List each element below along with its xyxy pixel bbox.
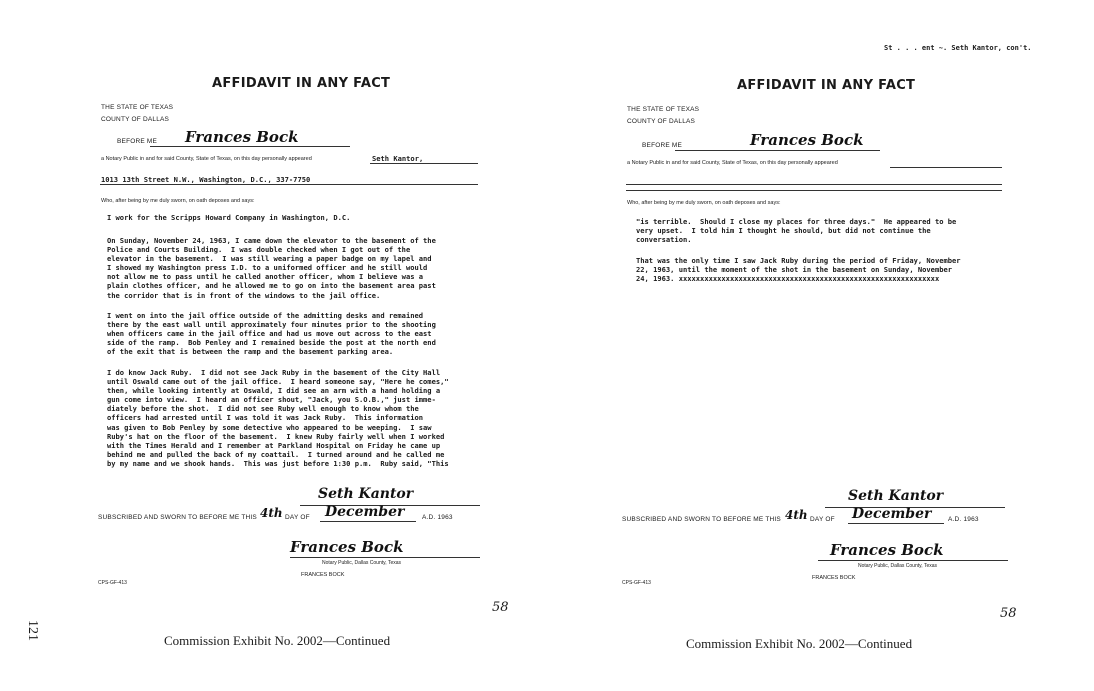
right-before-me: BEFORE ME: [642, 142, 683, 149]
left-appeared-name: Seth Kantor,: [372, 154, 424, 163]
page-number: 121: [25, 620, 40, 641]
left-sworn-line: Who, after being by me duly sworn, on oath deposes and says:: [101, 198, 255, 204]
right-form-code: CPS-GF-413: [622, 580, 651, 586]
left-handwritten-page: 58: [492, 600, 509, 615]
right-handwritten-page: 58: [1000, 606, 1017, 621]
left-state: THE STATE OF TEXAS: [101, 104, 174, 111]
right-appeared-line: [890, 167, 1002, 168]
right-day-value: 4th: [785, 508, 808, 522]
left-appeared-line: [370, 163, 478, 164]
right-subscribed: SUBSCRIBED AND SWORN TO BEFORE ME THIS: [622, 516, 781, 523]
right-month-line: [848, 523, 944, 524]
right-affiant-signature: Seth Kantor: [848, 488, 944, 504]
right-title: AFFIDAVIT IN ANY FACT: [737, 78, 916, 93]
left-para-4: I do know Jack Ruby. I did not see Jack Ruby in the basement of the City Hall until Oswald came out of the jail office. I heard someone say, "Here he comes," then, while looking intently at Oswald, I did see an arm with a hand holding a gun come into view. I heard an officer shout, "Jack, you S.O.B.," just imme- diately before the shot. I did not see Ruby well enough to know whom the officers had arrested until I was told it was Jack Ruby. This information was given to Bob Penley by some detective who appeared to be weeping. I saw Ruby's hat on the floor of the basement. I knew Ruby fairly well when I worked with the Times Herald and I remember at Parkland Hospital on Friday he came up behind me and pulled the back of my coattail. I turned around and he called me by my name and we shook hands. This was just before 1:30 p.m. Ruby said, "This: [107, 368, 449, 468]
right-para-2: That was the only time I saw Jack Ruby during the period of Friday, November 22, 1963, until the moment of the shot in the basement on Sunday, November 24, 1963. xxxxxxxxxxxxxxxxxxxxxxxxxxxxxxxxxxxxxxxxxxxxxxxxxxxxxxxxxxxxx: [636, 256, 961, 284]
left-before-me: BEFORE ME: [117, 138, 158, 145]
right-state: THE STATE OF TEXAS: [627, 106, 700, 113]
right-notary-signature-2: Frances Bock: [830, 541, 944, 559]
left-address: 1013 13th Street N.W., Washington, D.C., 337-7750: [101, 175, 311, 184]
left-month-line: [320, 521, 416, 522]
right-notary-caption: Notary Public, Dallas County, Texas: [858, 563, 938, 569]
right-notary-sig-line: [818, 560, 1008, 561]
left-para-2: On Sunday, November 24, 1963, I came down the elevator to the basement of the Police and Courts Building. I was double checked when I got out of the elevator in the basement. I was still wearing a paper badge on my lapel and I showed my Washington press I.D. to a uniformed officer and he still would not allow me to pass until he called another officer, whom I believe was a plain clothes officer, and he allowed me to go on into the basement area past the corridor that is in front of the windows to the jail office.: [107, 236, 436, 300]
left-day-of: DAY OF: [285, 514, 310, 521]
right-county: COUNTY OF DALLAS: [627, 118, 696, 125]
left-para-3: I went on into the jail office outside of the admitting desks and remained there by the east wall until approximately four minutes prior to the shooting when officers came in the jail office and had us move out across to the east side of the ramp. Bob Penley and I remained beside the post at the north end of the exit that is between the ramp and the basement parking area.: [107, 311, 436, 357]
left-title: AFFIDAVIT IN ANY FACT: [212, 76, 391, 91]
left-form-code: CPS-GF-413: [98, 580, 127, 586]
left-notary-signature-2: Frances Bock: [290, 538, 404, 556]
left-notary-line: a Notary Public in and for said County, State of Texas, on this day personally appeared: [101, 156, 312, 162]
left-exhibit-caption: Commission Exhibit No. 2002—Continued: [164, 633, 391, 648]
left-before-me-line: [150, 146, 350, 147]
left-day-value: 4th: [260, 506, 283, 520]
right-notary-printed: FRANCES BOCK: [812, 575, 856, 581]
left-address-line: [100, 184, 478, 185]
left-month-value: December: [325, 504, 405, 520]
left-notary-printed: FRANCES BOCK: [301, 572, 345, 578]
right-day-of: DAY OF: [810, 516, 835, 523]
left-ad-year: A.D. 1963: [422, 514, 453, 521]
continuation-header: St . . . ent ~. Seth Kantor, con't.: [884, 44, 1032, 52]
right-ad-year: A.D. 1963: [948, 516, 979, 523]
left-notary-signature: Frances Bock: [185, 128, 299, 146]
right-blank-line-2: [626, 190, 1002, 191]
right-notary-line: a Notary Public in and for said County, State of Texas, on this day personally appeared: [627, 160, 838, 166]
right-notary-signature: Frances Bock: [750, 131, 864, 149]
right-month-value: December: [852, 506, 932, 522]
right-before-me-line: [675, 150, 880, 151]
right-blank-line-1: [626, 184, 1002, 185]
right-para-1: "is terrible. Should I close my places for three days." He appeared to be very upset. I told him I thought he should, but did not continue the conversation.: [636, 217, 957, 245]
left-notary-sig-line: [290, 557, 480, 558]
left-county: COUNTY OF DALLAS: [101, 116, 170, 123]
right-exhibit-caption: Commission Exhibit No. 2002—Continued: [686, 636, 913, 651]
left-notary-caption: Notary Public, Dallas County, Texas: [322, 560, 402, 566]
left-subscribed: SUBSCRIBED AND SWORN TO BEFORE ME THIS: [98, 514, 257, 521]
left-para-1: I work for the Scripps Howard Company in Washington, D.C.: [107, 213, 351, 222]
right-sworn-line: Who, after being by me duly sworn, on oath deposes and says:: [627, 200, 781, 206]
left-affiant-signature: Seth Kantor: [318, 486, 414, 502]
